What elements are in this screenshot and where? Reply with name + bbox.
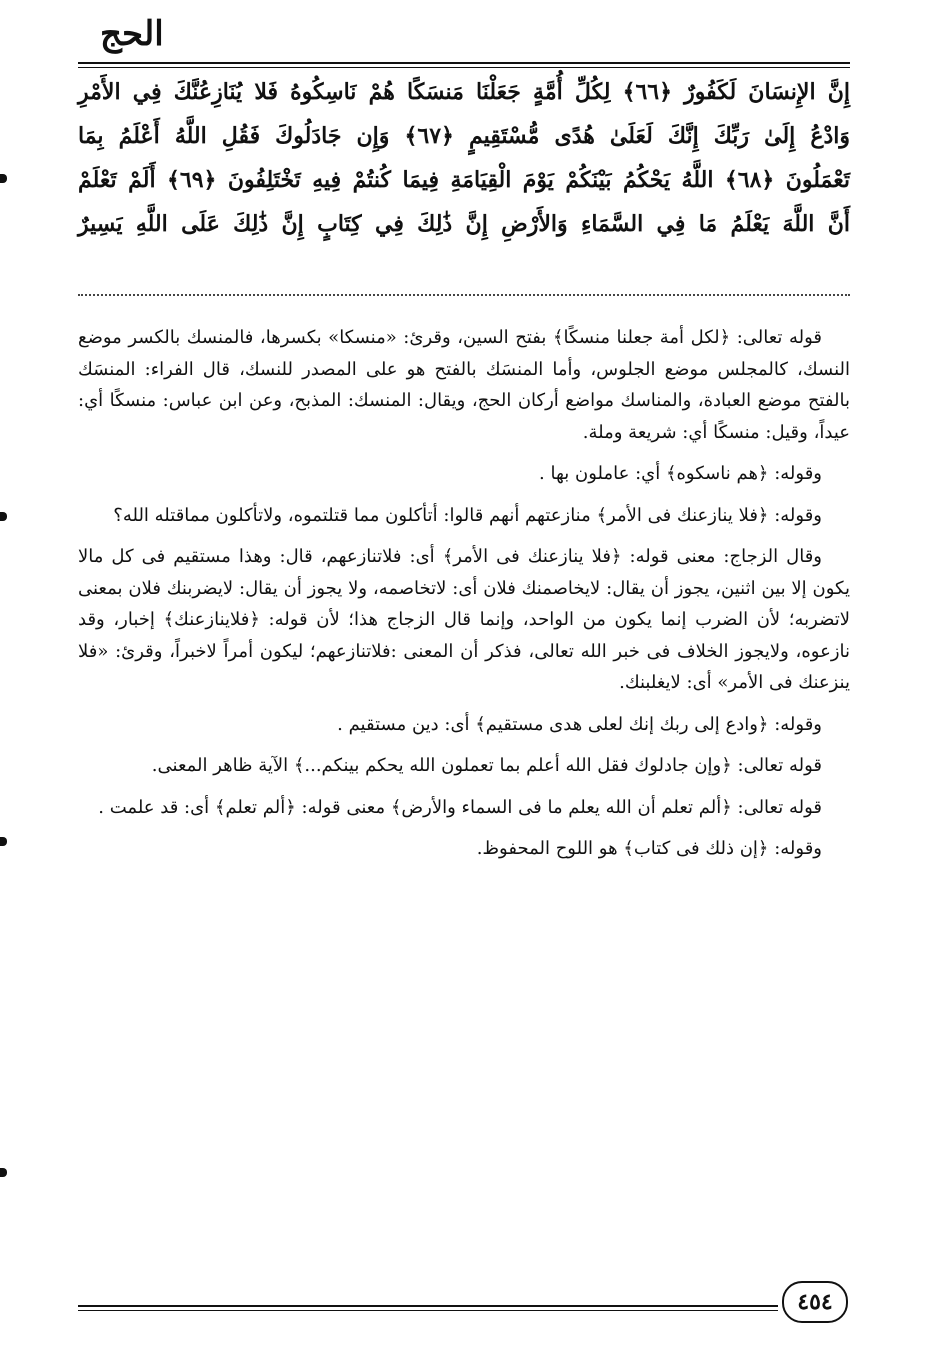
verse-line: تَعْمَلُونَ ﴿٦٨﴾ اللَّهُ يَحْكُمُ بَيْنَكُمْ يَوْمَ الْقِيَامَةِ فِيمَا كُنتُمْ فِيهِ تَخْتَلِفُونَ ﴿٦٩﴾ أَلَمْ تَعْلَمْ <box>78 167 851 193</box>
verse-line: إِنَّ الإِنسَانَ لَكَفُورٌ ﴿٦٦﴾ لِكُلِّ أُمَّةٍ جَعَلْنَا مَنسَكًا هُمْ نَاسِكُوهُ فَلا يُنَازِعُنَّكَ فِي الأَمْرِ <box>78 79 851 105</box>
verse-divider <box>78 294 850 296</box>
margin-mark <box>0 174 7 183</box>
commentary-paragraph: وقال الزجاج: معنى قوله: ﴿فلا ينازعنك فى الأمر﴾ أى: فلاتنازعهم، قال: وهذا مستقيم فى كل مالا يكون إلا بين اثنين، يجوز أن يقال: لايخاصمنك فلان أى: لاتخاصمه، ولا يجوز أن يقال: لايضربنك فلان بمعنى لاتضربه؛ لأن الضرب إنما يكون من الواحد، وإنما قال الزجاج هذا؛ لأن قوله: ﴿فلاينازعنك﴾ إخبار، وقد نازعوه، ولايجوز الخلاف فى خبر الله تعالى، فذكر أن المعنى :فلاتنازعهم؛ ليكون أمراً لاخبراً، وقرئ: «فلا ينزعنك فى الأمر» أى: لايغلبنك. <box>78 546 850 693</box>
header-rule <box>78 62 850 64</box>
page-number: ٤٥٤ <box>782 1281 848 1323</box>
page-header: الحج <box>100 14 164 54</box>
footer-rule-thin <box>78 1310 778 1311</box>
commentary-paragraph: قوله تعالى: ﴿ألم تعلم أن الله يعلم ما فى السماء والأرض﴾ معنى قوله: ﴿ألم تعلم﴾ أى: قد علمت . <box>98 796 822 818</box>
footer-rule <box>78 1305 778 1307</box>
header-rule-thin <box>78 67 850 68</box>
commentary-paragraph: وقوله: ﴿هم ناسكوه﴾ أي: عاملون بها . <box>539 463 822 484</box>
commentary-paragraph: وقوله: ﴿فلا ينازعنك فى الأمر﴾ منازعتهم أنهم قالوا: أتأكلون مما قتلتموه، ولاتأكلون مماقتله الله؟ <box>113 504 822 526</box>
margin-mark <box>0 1168 7 1177</box>
verse-line: أَنَّ اللَّهَ يَعْلَمُ مَا فِي السَّمَاءِ وَالأَرْضِ إِنَّ ذَٰلِكَ فِي كِتَابٍ إِنَّ ذَٰلِكَ عَلَى اللَّهِ يَسِيرٌ <box>78 211 850 237</box>
margin-mark <box>0 512 7 521</box>
commentary-paragraph: وقوله: ﴿إن ذلك فى كتاب﴾ هو اللوح المحفوظ. <box>476 838 822 859</box>
verse-line: وَادْعُ إِلَىٰ رَبِّكَ إِنَّكَ لَعَلَىٰ هُدًى مُّسْتَقِيمٍ ﴿٦٧﴾ وَإِن جَادَلُوكَ فَقُلِ اللَّهُ أَعْلَمُ بِمَا <box>78 123 850 149</box>
margin-mark <box>0 837 7 846</box>
commentary-paragraph: قوله تعالى: ﴿وإن جادلوك فقل الله أعلم بما تعملون الله يحكم بينكم...﴾ الآية ظاهر المعنى. <box>151 755 822 776</box>
commentary-paragraph: وقوله: ﴿وادع إلى ربك إنك لعلى هدى مستقيم﴾ أى: دين مستقيم . <box>337 713 822 735</box>
commentary-text <box>78 322 850 875</box>
quran-verses <box>78 70 850 292</box>
commentary-paragraph: قوله تعالى: ﴿لكل أمة جعلنا منسكًا﴾ بفتح السين، وقرئ: «منسكا» بكسرها، فالمنسك بالكسر موضع النسك، كالمجلس موضع الجلوس، وأما المنسَك بالفتح هو على المصدر للنسك، قال الفراء: المنسَك بالفتح موضع العبادة، والمناسك مواضع أركان الحج، ويقال: المنسك: المذبح، وعن ابن عباس: منسكًا أي: عيداً، وقيل: منسكًا أي: شريعة وملة. <box>78 327 850 443</box>
